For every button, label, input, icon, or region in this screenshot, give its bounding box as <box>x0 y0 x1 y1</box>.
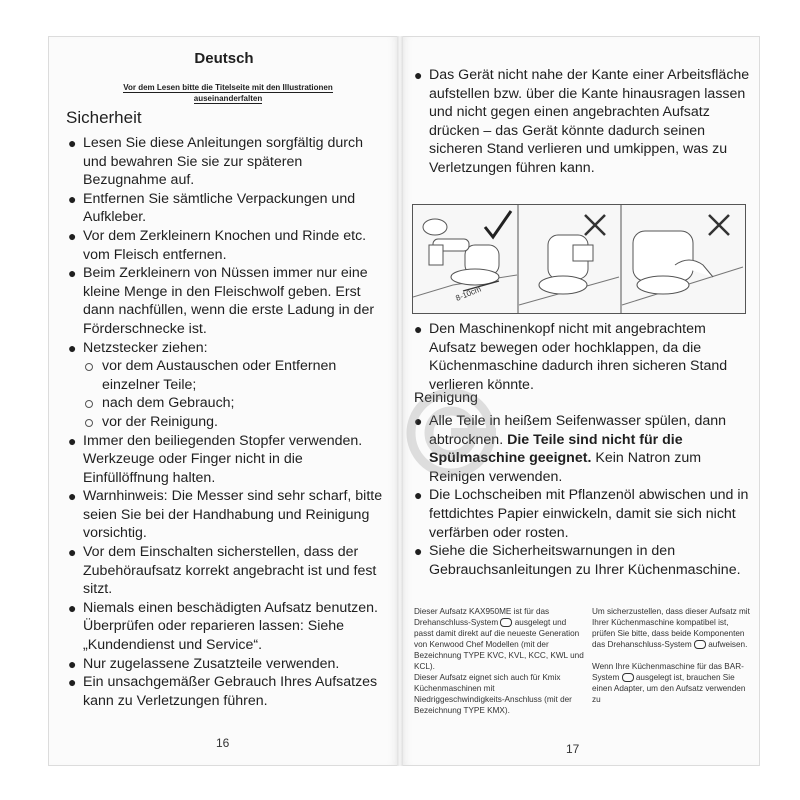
page-number-right: 17 <box>566 742 580 756</box>
list-item <box>66 339 388 432</box>
compatibility-text: Um sicherzustellen, dass dieser Aufsatz mit Ihrer Küchenmaschine kompatibel ist, prüfen Sie bitte, dass beide Komponenten das Drehanschluss-System <box>592 607 750 649</box>
compatibility-note-left <box>414 606 584 716</box>
list-item-text: Nur zugelassene Zusatzteile verwenden. <box>83 655 340 672</box>
booklet-spread <box>48 36 760 766</box>
compatibility-note-right <box>592 606 752 705</box>
circle-bullet-icon <box>85 363 93 371</box>
page-number-left: 16 <box>216 736 230 750</box>
bullet-icon: ● <box>68 674 77 691</box>
list-item-text: Niemals einen beschädigten Aufsatz benutzen. Überprüfen oder reparieren lassen: Siehe „Kundendienst und Service“. <box>83 599 378 654</box>
bullet-icon: ● <box>414 413 423 429</box>
section-title-sicherheit: Sicherheit <box>66 108 142 127</box>
bullet-icon: ● <box>414 543 423 560</box>
sub-list-item <box>83 394 388 413</box>
language-heading: Deutsch <box>194 50 254 67</box>
list-item-text: Den Maschinenkopf nicht mit angebrachtem Aufsatz bewegen oder hochklappen, da die Küchenmaschine dadurch ihren sicheren Stand verlieren könnte. <box>429 321 728 393</box>
list-item <box>412 542 752 579</box>
cross-icon <box>709 215 729 235</box>
fold-out-note <box>98 82 358 104</box>
unplug-sub-list <box>83 357 388 431</box>
right-safety-list <box>412 66 752 178</box>
distance-label: 8-10cm <box>454 284 483 303</box>
list-item-text: Siehe die Sicherheitswarnungen in den Gebrauchsanleitungen zu Ihrer Küchenmaschine. <box>429 543 741 578</box>
list-item <box>412 320 752 394</box>
bullet-icon: ● <box>68 265 77 282</box>
bullet-icon: ● <box>68 488 77 505</box>
bullet-icon: ● <box>68 655 77 672</box>
compatibility-text: aufweisen. <box>708 640 748 649</box>
right-head-list <box>412 320 752 394</box>
book-gutter <box>397 36 403 766</box>
section-title-reinigung: Reinigung <box>414 390 478 406</box>
list-item-text: Die Lochscheiben mit Pflanzenöl abwischen und in fettdichtes Papier einwickeln, damit sie sich nicht verfärben oder rosten. <box>429 487 749 541</box>
watermark-logo-icon <box>406 388 496 478</box>
bullet-icon: ● <box>414 487 423 504</box>
list-item-text: Immer den beiliegenden Stopfer verwenden. Werkzeuge oder Finger nicht in die Einfüllöffnung halten. <box>83 432 363 486</box>
cross-icon <box>585 215 605 235</box>
list-item <box>66 264 388 338</box>
circle-bullet-icon <box>85 419 93 427</box>
panel-wrong-push <box>622 215 743 305</box>
bullet-icon: ● <box>68 135 77 151</box>
list-item-text: Vor dem Einschalten sicherstellen, dass der Zubehöraufsatz korrekt angebracht ist und fest sitzt. <box>83 544 377 598</box>
list-item <box>66 543 388 599</box>
sub-list-item-text: nach dem Gebrauch; <box>102 395 235 412</box>
placement-illustration-svg <box>413 205 745 313</box>
bullet-icon: ● <box>68 339 77 356</box>
sub-list-item-text: vor der Reinigung. <box>102 413 218 430</box>
list-item-text: Entfernen Sie sämtliche Verpackungen und Aufkleber. <box>83 190 356 226</box>
bullet-icon: ● <box>68 599 77 616</box>
sub-list-item <box>83 413 388 432</box>
compatibility-text: ausgelegt ist, brauchen Sie einen Adapter, um den Aufsatz verwenden zu <box>592 673 746 704</box>
list-item-text: Beim Zerkleinern von Nüssen immer nur eine kleine Menge in den Fleischwolf geben. Erst dann nachfüllen, wenn die erste Ladung in der Förderschnecke ist. <box>83 265 375 337</box>
compatibility-text: ausgelegt und passt damit direkt auf die neueste Generation von Kenwood Chef Modellen (mit der Bezeichnung TYPE KVC, KVL, KCC, KWL und KCL). <box>414 618 584 671</box>
list-item <box>66 134 388 190</box>
list-item-text: Alle Teile in heißem Seifenwasser spülen, dann abtrocknen. <box>429 413 727 448</box>
list-item <box>66 655 388 674</box>
dishwasher-warning: Die Teile sind nicht für die Spülmaschine geeignet. <box>429 431 683 467</box>
list-item-text: Warnhinweis: Die Messer sind sehr scharf, bitte seien Sie bei der Handhabung und Reinigung vorsichtig. <box>83 488 383 542</box>
list-item-text: Lesen Sie diese Anleitungen sorgfältig durch und bewahren Sie sie zur späteren Bezugnahme auf. <box>83 135 364 189</box>
list-item <box>66 227 388 264</box>
bullet-icon: ● <box>68 432 77 449</box>
list-item-text: Ein unsachgemäßer Gebrauch Ihres Aufsatzes kann zu Verletzungen führen. <box>83 674 378 709</box>
compatibility-text: Dieser Aufsatz KAX950ME ist für das Drehanschluss-System <box>414 607 550 627</box>
list-item <box>412 66 752 178</box>
panel-wrong-head <box>519 215 619 305</box>
circle-bullet-icon <box>85 400 93 408</box>
bullet-icon: ● <box>68 544 77 561</box>
list-item-text: Kein Natron zum Reinigen verwenden. <box>429 450 702 485</box>
list-item-text: Netzstecker ziehen: <box>83 339 208 356</box>
bullet-icon: ● <box>68 190 77 207</box>
safety-list <box>66 134 388 710</box>
fold-out-note-line1: Vor dem Lesen bitte die Titelseite mit den Illustrationen <box>123 83 333 92</box>
sub-list-item <box>83 357 388 394</box>
list-item-text: Das Gerät nicht nahe der Kante einer Arbeitsfläche aufstellen bzw. über die Kante hinausragen lassen und nicht gegen einen angebrachten Aufsatz drücken – das Gerät könnte dadurch seinen sicheren Stand verlieren und umkippen, was zu Verletzungen führen kann. <box>429 67 750 176</box>
bullet-icon: ● <box>414 321 423 337</box>
fold-out-note-line2: auseinanderfalten <box>193 94 263 103</box>
list-item <box>66 190 388 227</box>
list-item-text: Vor dem Zerkleinern Knochen und Rinde etc. vom Fleisch entfernen. <box>83 227 367 263</box>
list-item <box>66 599 388 655</box>
list-item <box>66 432 388 488</box>
sub-list-item-text: vor dem Austauschen oder Entfernen einzelner Teile; <box>102 358 337 393</box>
placement-illustration <box>412 204 746 314</box>
bullet-icon: ● <box>68 227 77 244</box>
bar-connection-icon <box>622 673 634 682</box>
panel-correct <box>413 211 517 303</box>
twist-connection-icon <box>500 618 512 627</box>
check-icon <box>485 211 511 237</box>
list-item <box>66 673 388 710</box>
list-item <box>66 487 388 543</box>
twist-connection-icon <box>694 640 706 649</box>
compatibility-text: Dieser Aufsatz eignet sich auch für Kmix Küchenmaschinen mit Niedriggeschwindigkeits-Anschluss (mit der Bezeichnung TYPE KMX). <box>414 673 572 715</box>
list-item <box>412 486 752 542</box>
bullet-icon: ● <box>414 67 423 83</box>
compatibility-text: Wenn Ihre Küchenmaschine für das BAR-System <box>592 662 744 682</box>
